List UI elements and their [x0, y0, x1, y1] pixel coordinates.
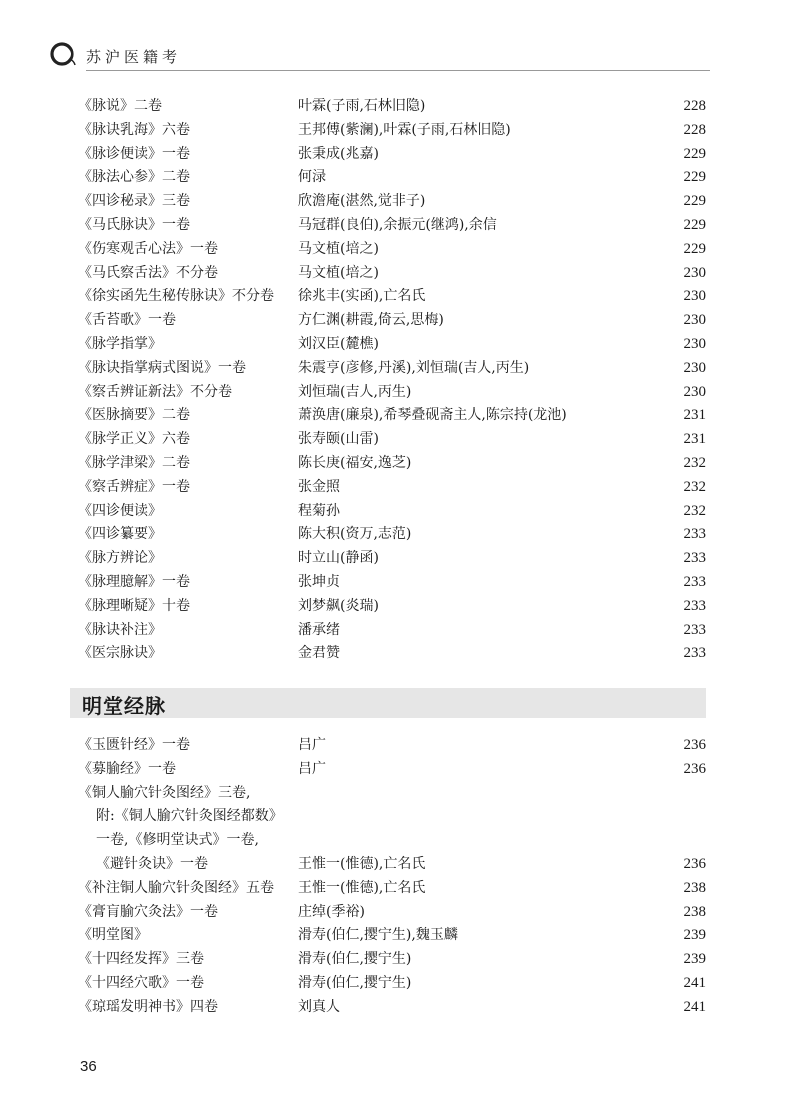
entry-page: 228 [683, 121, 706, 138]
entry-author: 张坤贞 [298, 574, 340, 590]
entry-row [0, 523, 800, 545]
entry-page: 232 [683, 455, 706, 471]
entry-title: 《脉诊便读》一卷 [78, 145, 190, 162]
entry-author: 马文植(培之) [298, 240, 379, 257]
entry-title: 一卷,《修明堂诀式》一卷, [96, 832, 259, 849]
entry-page: 231 [683, 407, 706, 424]
entry-row [0, 95, 800, 117]
entry-title: 《膏肓腧穴灸法》一卷 [78, 903, 218, 920]
entry-row [0, 214, 800, 236]
entry-row [0, 547, 800, 569]
entry-page: 229 [683, 240, 706, 257]
entry-title: 附:《铜人腧穴针灸图经都数》 [96, 808, 283, 825]
entry-title: 《医脉摘要》二卷 [78, 407, 190, 424]
entry-row [0, 452, 800, 474]
entry-page: 229 [683, 145, 706, 162]
entry-author: 潘承绪 [298, 621, 340, 638]
entry-author: 程菊孙 [298, 502, 340, 519]
entry-row [0, 357, 800, 379]
entry-author: 欣澹庵(湛然,觉非子) [298, 193, 426, 210]
entry-author: 滑寿(伯仁,撄宁生) [298, 975, 412, 991]
entry-title: 《铜人腧穴针灸图经》三卷, [78, 784, 251, 801]
entry-title: 《脉理臆解》一卷 [78, 574, 190, 590]
entry-title: 《补注铜人腧穴针灸图经》五卷 [78, 879, 274, 896]
entry-page: 230 [683, 264, 706, 281]
entry-row [0, 642, 800, 664]
entry-page: 241 [683, 998, 706, 1015]
entry-page: 230 [683, 288, 706, 305]
entry-row [0, 166, 800, 188]
entry-author: 叶霖(子雨,石林旧隐) [298, 98, 426, 114]
running-header [50, 40, 710, 74]
entry-title: 《玉匮针经》一卷 [78, 737, 190, 753]
entry-title: 《脉学津梁》二卷 [78, 455, 190, 471]
entry-title: 《四诊秘录》三卷 [78, 193, 190, 210]
entry-title: 《医宗脉诀》 [78, 645, 162, 662]
entry-row [0, 734, 800, 756]
entry-row [0, 853, 800, 875]
entry-title: 《十四经穴歌》一卷 [78, 975, 204, 991]
entry-author: 张金照 [298, 478, 340, 495]
entry-row [0, 782, 800, 804]
entry-page: 241 [683, 975, 706, 991]
header-title: 苏沪医籍考 [86, 48, 182, 66]
entry-author: 徐兆丰(实函),亡名氏 [298, 288, 426, 305]
entry-row [0, 901, 800, 923]
entry-author: 萧涣唐(廉泉),希琴叠砚斋主人,陈宗持(龙池) [298, 407, 567, 424]
entry-title: 《舌苔歌》一卷 [78, 312, 176, 329]
entry-row [0, 119, 800, 141]
entry-title: 《脉诀指掌病式图说》一卷 [78, 359, 246, 376]
entry-page: 233 [683, 550, 706, 567]
entry-page: 239 [683, 951, 706, 968]
entry-page: 233 [683, 621, 706, 638]
entry-row [0, 972, 800, 994]
entry-row [0, 948, 800, 970]
entry-row [0, 262, 800, 284]
entry-page: 232 [683, 478, 706, 495]
entry-title: 《脉学正义》六卷 [78, 431, 190, 448]
entry-row [0, 924, 800, 946]
entry-page: 236 [683, 760, 706, 777]
entry-title: 《避针灸诀》一卷 [96, 856, 208, 872]
entry-page: 233 [683, 645, 706, 662]
entry-author: 王惟一(惟德),亡名氏 [298, 856, 426, 872]
entry-title: 《马氏察舌法》不分卷 [78, 264, 218, 281]
entry-author: 张秉成(兆嘉) [298, 145, 379, 162]
entry-page: 236 [683, 856, 706, 872]
entry-author: 金君赞 [298, 645, 340, 662]
entry-title: 《脉说》二卷 [78, 98, 162, 114]
entry-page: 230 [683, 312, 706, 329]
entry-row [0, 476, 800, 498]
entry-author: 时立山(静函) [298, 550, 379, 567]
entry-page: 232 [683, 502, 706, 519]
entry-row [0, 381, 800, 403]
entry-page: 233 [683, 526, 706, 543]
entry-author: 马冠群(良伯),余振元(继鸿),余信 [298, 217, 497, 233]
entry-title: 《伤寒观舌心法》一卷 [78, 240, 218, 257]
entry-page: 230 [683, 336, 706, 352]
entry-title: 《四诊纂要》 [78, 526, 162, 543]
entry-author: 王邦傅(紫澜),叶霖(子雨,石林旧隐) [298, 121, 511, 138]
entry-page: 228 [683, 98, 706, 114]
entry-author: 吕广 [298, 760, 326, 777]
entry-author: 马文植(培之) [298, 264, 379, 281]
entry-row [0, 996, 800, 1018]
entry-title: 《马氏脉诀》一卷 [78, 217, 190, 233]
entry-page: 233 [683, 597, 706, 614]
entry-title: 《十四经发挥》三卷 [78, 951, 204, 968]
entry-author: 何渌 [298, 169, 326, 186]
entry-page: 238 [683, 879, 706, 896]
entry-page: 229 [683, 169, 706, 186]
entry-row [0, 758, 800, 780]
entry-author: 吕广 [298, 737, 326, 753]
entry-author: 刘汉臣(麓樵) [298, 336, 379, 352]
entry-title: 《脉方辨论》 [78, 550, 162, 567]
entry-page: 229 [683, 193, 706, 210]
entry-title: 《脉诀乳海》六卷 [78, 121, 190, 138]
entry-title: 《脉学指掌》 [78, 336, 162, 352]
entry-row [0, 805, 800, 827]
entry-title: 《察舌辨证新法》不分卷 [78, 383, 232, 400]
entry-row [0, 190, 800, 212]
page-number: 36 [80, 1058, 97, 1075]
entry-page: 230 [683, 359, 706, 376]
entry-title: 《脉法心参》二卷 [78, 169, 190, 186]
book-logo-icon [50, 41, 76, 67]
entry-title: 《明堂图》 [78, 927, 148, 944]
entry-page: 238 [683, 903, 706, 920]
entry-author: 滑寿(伯仁,撄宁生) [298, 951, 412, 968]
entry-row [0, 595, 800, 617]
entry-row [0, 143, 800, 165]
entry-author: 刘恒瑞(吉人,丙生) [298, 383, 412, 400]
entry-author: 庄绰(季裕) [298, 903, 365, 920]
section-heading [70, 688, 706, 718]
entry-row [0, 333, 800, 355]
entry-row [0, 829, 800, 851]
section-title: 明堂经脉 [82, 694, 166, 718]
entry-page: 233 [683, 574, 706, 590]
entry-title: 《琼瑶发明神书》四卷 [78, 998, 218, 1015]
entry-row [0, 309, 800, 331]
entry-row [0, 404, 800, 426]
entry-page: 230 [683, 383, 706, 400]
entry-page: 239 [683, 927, 706, 944]
entry-row [0, 238, 800, 260]
entry-author: 滑寿(伯仁,撄宁生),魏玉麟 [298, 927, 458, 944]
entry-row [0, 285, 800, 307]
entry-row [0, 619, 800, 641]
entry-author: 王惟一(惟德),亡名氏 [298, 879, 426, 896]
entry-author: 刘梦飙(炎瑞) [298, 597, 379, 614]
entry-author: 朱震亨(彦修,丹溪),刘恒瑞(吉人,丙生) [298, 359, 530, 376]
entry-page: 229 [683, 217, 706, 233]
entry-row [0, 500, 800, 522]
entry-page: 236 [683, 737, 706, 753]
header-rule [86, 70, 710, 71]
entry-title: 《四诊便读》 [78, 502, 162, 519]
entry-row [0, 428, 800, 450]
entry-row [0, 571, 800, 593]
entry-title: 《徐实函先生秘传脉诀》不分卷 [78, 288, 274, 305]
entry-author: 陈长庚(福安,逸芝) [298, 455, 412, 471]
entry-author: 方仁渊(耕霞,倚云,思梅) [298, 312, 444, 329]
entry-author: 张寿颐(山雷) [298, 431, 379, 448]
entry-row [0, 877, 800, 899]
entry-title: 《脉诀补注》 [78, 621, 162, 638]
entry-page: 231 [683, 431, 706, 448]
entry-title: 《募腧经》一卷 [78, 760, 176, 777]
entry-author: 刘真人 [298, 998, 340, 1015]
entry-author: 陈大积(资万,志范) [298, 526, 412, 543]
entry-title: 《脉理晰疑》十卷 [78, 597, 190, 614]
entry-title: 《察舌辨症》一卷 [78, 478, 190, 495]
